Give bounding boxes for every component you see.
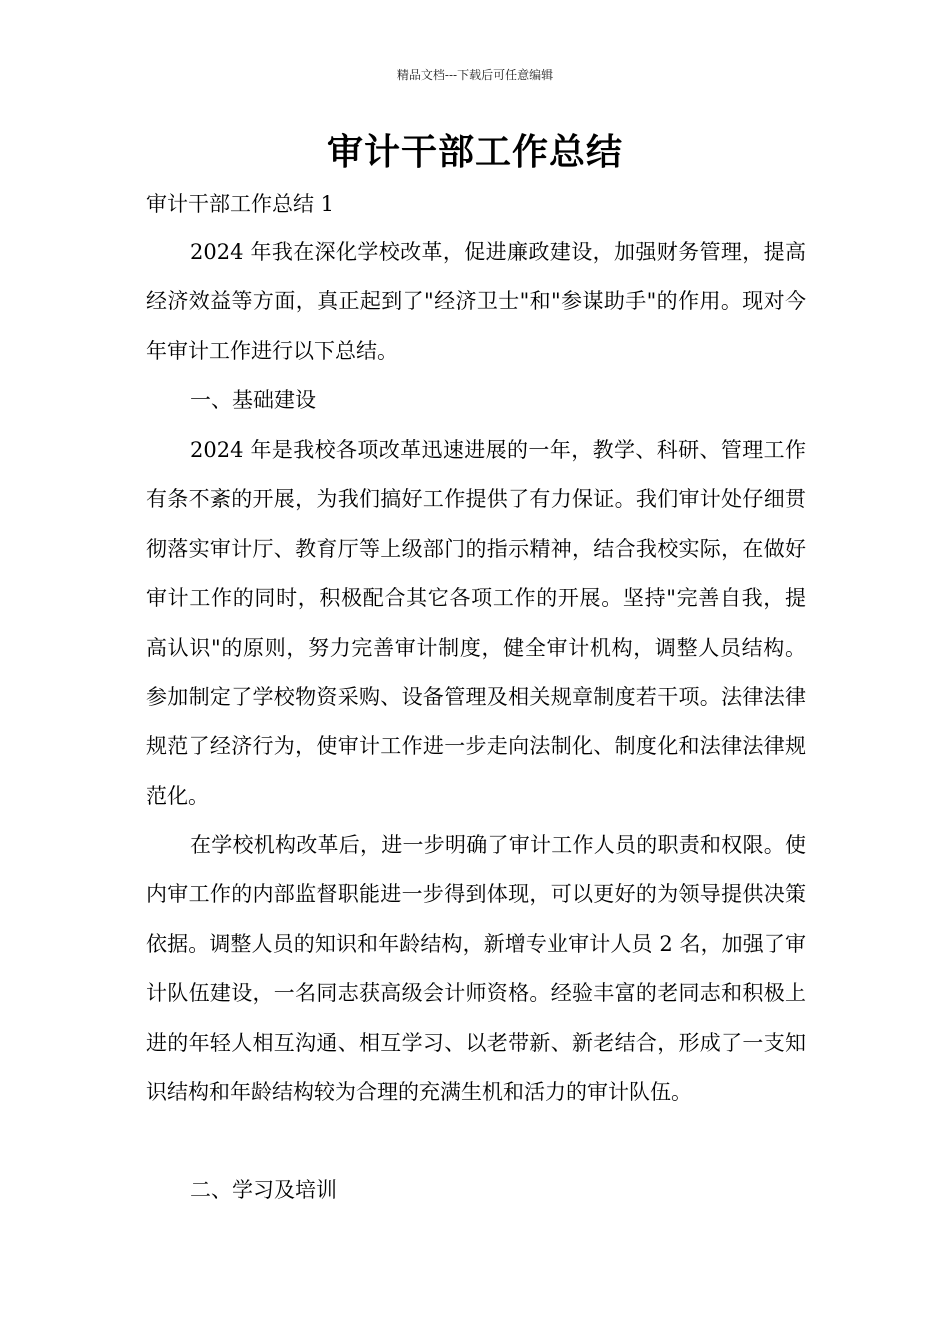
paragraph-institutional-reform: 在学校机构改革后，进一步明确了审计工作人员的职责和权限。使内审工作的内部监督职能进一步得到体现，可以更好的为领导提供决策依据。调整人员的知识和年龄结构，新增专业审计人员 2 名，加强了审计队伍建设，一名同志获高级会计师资格。经验丰富的老同志和积极上进的年轻人相互沟通、相互学习、以老带新、新老结合，形成了一支知识结构和年龄结构较为合理的充满生机和活力的审计队伍。 (146, 833, 806, 1105)
paragraph-intro: 2024 年我在深化学校改革，促进廉政建设，加强财务管理，提高经济效益等方面，真正起到了"经济卫士"和"参谋助手"的作用。现对今年审计工作进行以下总结。 (146, 240, 806, 363)
document-subtitle: 审计干部工作总结 1 (146, 192, 335, 216)
paragraph-basic-construction: 2024 年是我校各项改革迅速进展的一年，教学、科研、管理工作有条不紊的开展，为我们搞好工作提供了有力保证。我们审计处仔细贯彻落实审计厅、教育厅等上级部门的指示精神，结合我校实际，在做好审计工作的同时，积极配合其它各项工作的开展。坚持"完善自我，提高认识"的原则，努力完善审计制度，健全审计机构，调整人员结构。参加制定了学校物资采购、设备管理及相关规章制度若干项。法律法律规范了经济行为，使审计工作进一步走向法制化、制度化和法律法律规范化。 (146, 438, 806, 808)
section-heading-basic-construction: 一、基础建设 (190, 388, 316, 412)
header-note: 精品文档---下载后可任意编辑 (396, 68, 554, 82)
section-heading-study-training: 二、学习及培训 (190, 1178, 337, 1202)
document-title: 审计干部工作总结 (326, 131, 623, 173)
